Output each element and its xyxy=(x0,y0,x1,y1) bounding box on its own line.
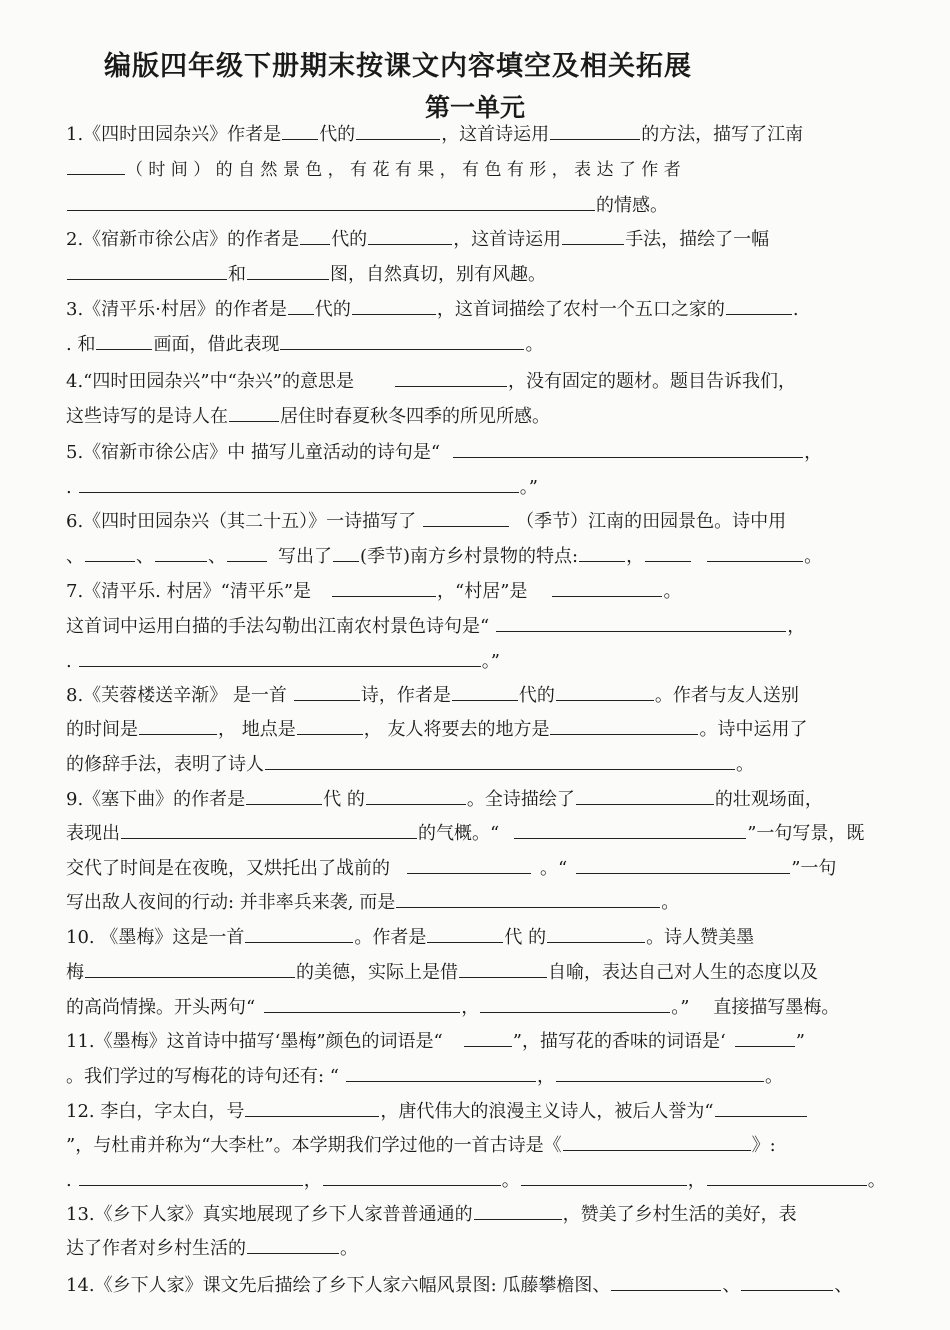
question-10-line-3: 的高尚情操。开头两句“ ， 。” 直接描写墨梅。 xyxy=(66,997,840,1018)
blank[interactable] xyxy=(85,545,135,562)
blank[interactable] xyxy=(368,228,452,245)
blank[interactable] xyxy=(521,1169,687,1186)
blank[interactable] xyxy=(396,891,660,908)
question-12-line-1: 12. 李白，字太白，号 ，唐代伟大的浪漫主义诗人，被后人誉为“ xyxy=(66,1100,808,1124)
question-10-line-2: 梅 的美德，实际上是借 自喻，表达自己对人生的态度以及 xyxy=(66,962,818,983)
blank[interactable] xyxy=(297,718,363,735)
blank[interactable] xyxy=(352,298,436,315)
blank[interactable] xyxy=(395,370,507,387)
blank[interactable] xyxy=(265,753,735,770)
blank[interactable] xyxy=(563,1134,751,1151)
blank[interactable] xyxy=(562,228,624,245)
blank[interactable] xyxy=(79,650,481,667)
question-8-line-2: 的时间是 ， 地点是 ， 友人将要去的地方是 。诗中运用了 xyxy=(66,719,808,740)
blank[interactable] xyxy=(496,615,786,632)
blank[interactable] xyxy=(366,788,466,805)
blank[interactable] xyxy=(245,1100,379,1117)
blank[interactable] xyxy=(452,684,518,701)
blank[interactable] xyxy=(288,298,314,315)
question-6-line-1: 6.《四时田园杂兴（其二十五）》一诗描写了 （季节）江南的田园景色。诗中用 xyxy=(66,511,787,532)
question-13-line-1: 13.《乡下人家》真实地展现了乡下人家普普通通的 ，赞美了乡村生活的美好，表 xyxy=(66,1204,797,1225)
blank[interactable] xyxy=(333,545,359,562)
blank[interactable] xyxy=(474,1203,562,1220)
blank[interactable] xyxy=(550,718,698,735)
question-2-line-2: 和 图，自然真切，别有风趣。 xyxy=(66,263,546,287)
blank[interactable] xyxy=(227,545,267,562)
question-9-line-1: 9.《塞下曲》的作者是 代 的 。全诗描绘了 的壮观场面， xyxy=(66,789,823,810)
blank[interactable] xyxy=(550,123,640,140)
blank[interactable] xyxy=(229,405,279,422)
blank[interactable] xyxy=(139,718,217,735)
blank[interactable] xyxy=(715,1100,807,1117)
question-2-line-1: 2.《宿新市徐公店》的作者是 代的 ，这首诗运用 手法，描绘了一幅 xyxy=(66,229,770,250)
blank[interactable] xyxy=(741,1274,833,1291)
blank[interactable] xyxy=(294,684,360,701)
blank[interactable] xyxy=(245,926,353,943)
question-11-line-2: 。我们学过的写梅花的诗句还有: “ ， 。 xyxy=(66,1066,783,1087)
question-1-line-2: （ 时 间 ） 的 自 然 景 色 ， 有 花 有 果 ， 有 色 有 形 ， 表 达 了 作 者 xyxy=(66,158,681,182)
page-title: 编版四年级下册期末按课文内容填空及相关拓展 xyxy=(104,51,692,82)
blank[interactable] xyxy=(356,123,440,140)
question-9-line-2: 表现出 的气概。“ ”一句写景，既 xyxy=(66,823,865,844)
blank[interactable] xyxy=(480,996,670,1013)
question-3-line-1: 3.《清平乐·村居》的作者是 代的 ，这首词描绘了农村一个五口之家的 . xyxy=(66,299,799,320)
blank[interactable] xyxy=(247,1237,339,1254)
question-13-line-2: 达了作者对乡村生活的 。 xyxy=(66,1238,358,1259)
question-9-line-4: 写出敌人夜间的行动: 并非率兵来袭, 而是 。 xyxy=(66,892,680,913)
blank[interactable] xyxy=(707,545,803,562)
question-12-line-3: . ， 。 ， 。 xyxy=(66,1170,886,1191)
blank[interactable] xyxy=(300,228,330,245)
blank[interactable] xyxy=(726,298,792,315)
blank[interactable] xyxy=(332,580,436,597)
blank[interactable] xyxy=(464,1030,512,1047)
question-1-line-3: 的情感。 xyxy=(66,194,668,218)
question-4-line-2: 这些诗写的是诗人在 居住时春夏秋冬四季的所见所感。 xyxy=(66,406,550,427)
question-8-line-1: 8.《芙蓉楼送辛渐》 是一首 诗，作者是 代的 。作者与友人送别 xyxy=(66,685,799,706)
question-8-line-3: 的修辞手法，表明了诗人 。 xyxy=(66,754,754,775)
blank[interactable] xyxy=(85,961,295,978)
blank[interactable] xyxy=(645,545,691,562)
blank[interactable] xyxy=(576,788,714,805)
blank[interactable] xyxy=(67,194,595,211)
unit-heading: 第一单元 xyxy=(424,93,525,122)
question-11-line-1: 11.《墨梅》这首诗中描写‘墨梅”颜色的词语是“ ”，描写花的香味的词语是‘ ” xyxy=(66,1031,805,1052)
blank[interactable] xyxy=(264,996,460,1013)
question-7-line-1: 7.《清平乐. 村居》“清平乐”是 ，“村居”是 。 xyxy=(66,581,682,602)
question-3-line-2: . 和 画面，借此表现 。 xyxy=(66,334,544,355)
blank[interactable] xyxy=(79,476,519,493)
blank[interactable] xyxy=(556,684,654,701)
question-7-line-2: 这首词中运用白描的手法勾勒出江南农村景色诗句是“ ， xyxy=(66,616,806,637)
question-6-line-2: 、 、 、 写出了 (季节)南方乡村景物的特点: ， 。 xyxy=(66,546,823,567)
blank[interactable] xyxy=(280,333,524,350)
blank[interactable] xyxy=(67,158,125,175)
blank[interactable] xyxy=(247,263,329,280)
blank[interactable] xyxy=(155,545,207,562)
blank[interactable] xyxy=(514,822,746,839)
blank[interactable] xyxy=(346,1065,536,1082)
question-10-line-1: 10. 《墨梅》这是一首 。作者是 代 的 。诗人赞美墨 xyxy=(66,927,755,948)
question-4-line-1: 4.“四时田园杂兴”中“杂兴”的意思是 ，没有固定的题材。题目告诉我们， xyxy=(66,371,796,392)
blank[interactable] xyxy=(547,926,645,943)
blank[interactable] xyxy=(67,263,227,280)
question-5-line-1: 5.《宿新市徐公店》中 描写儿童活动的诗句是“ ， xyxy=(66,442,823,463)
blank[interactable] xyxy=(427,926,503,943)
question-9-line-3: 交代了时间是在夜晚，又烘托出了战前的 。“ ”一句 xyxy=(66,858,837,879)
question-1-line-1: 1.《四时田园杂兴》作者是 代的 ，这首诗运用 的方法，描写了江南 xyxy=(66,124,804,145)
blank[interactable] xyxy=(121,822,417,839)
blank[interactable] xyxy=(552,580,662,597)
question-12-line-2: ”，与杜甫并称为“大李杜”。本学期我们学过他的一首古诗是《 》: xyxy=(66,1135,776,1156)
blank[interactable] xyxy=(407,857,531,874)
blank[interactable] xyxy=(79,1169,303,1186)
question-5-line-2: . 。” xyxy=(66,477,538,498)
blank[interactable] xyxy=(282,123,318,140)
blank[interactable] xyxy=(323,1169,501,1186)
blank[interactable] xyxy=(246,788,322,805)
blank[interactable] xyxy=(96,333,152,350)
blank[interactable] xyxy=(556,1065,764,1082)
blank[interactable] xyxy=(459,961,547,978)
question-14-line-1: 14.《乡下人家》课文先后描绘了乡下人家六幅风景图: 瓜藤攀檐图、 、 、 xyxy=(66,1275,853,1296)
blank[interactable] xyxy=(579,545,625,562)
blank[interactable] xyxy=(453,441,803,458)
blank[interactable] xyxy=(707,1169,867,1186)
blank[interactable] xyxy=(735,1030,795,1047)
blank[interactable] xyxy=(423,510,509,527)
blank[interactable] xyxy=(576,857,790,874)
question-7-line-3: . 。” xyxy=(66,651,500,672)
blank[interactable] xyxy=(611,1274,721,1291)
